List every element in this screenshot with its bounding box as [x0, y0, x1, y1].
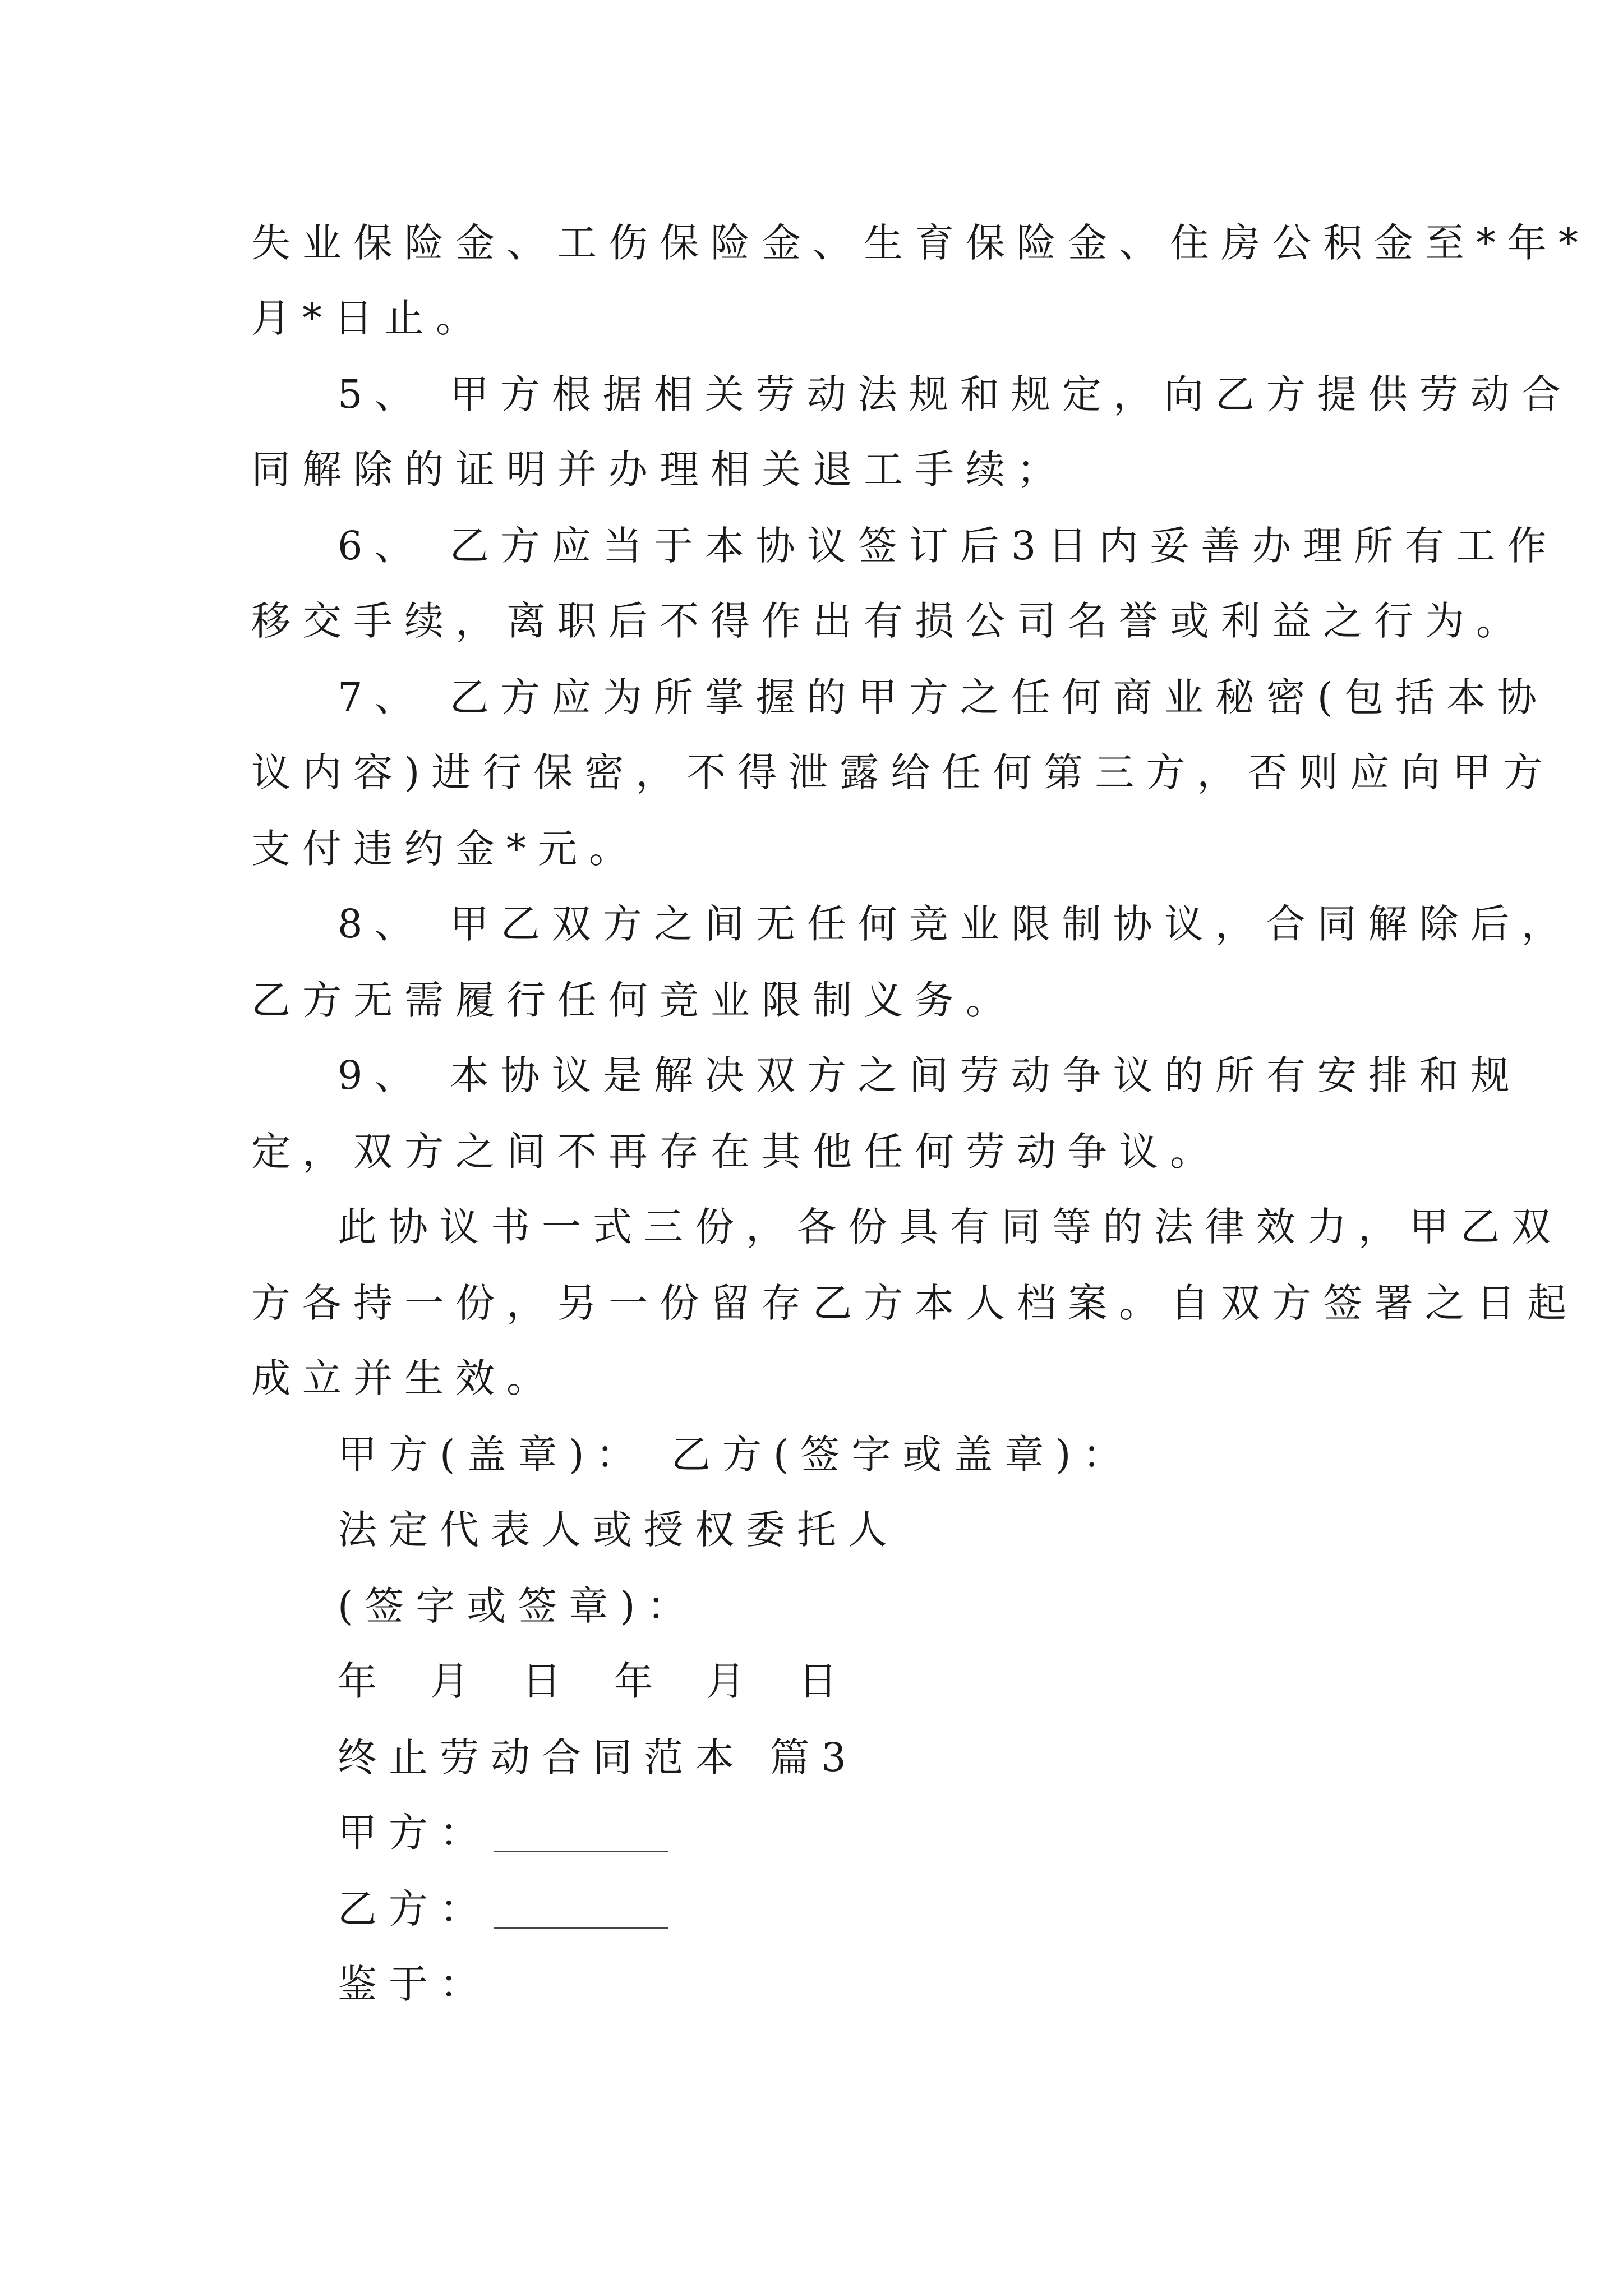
clause-6-line-1: 6、 乙方应当于本协议签订后3日内妥善办理所有工作: [338, 523, 1559, 569]
clause-9-line-1: 9、 本协议是解决双方之间劳动争议的所有安排和规: [338, 1052, 1521, 1098]
signature-note: (签字或签章)：: [338, 1583, 698, 1629]
party-b-row: [338, 1886, 668, 1932]
party-b-label: 乙方：: [338, 1886, 491, 1932]
section-title: 终止劳动合同范本 篇3: [338, 1734, 858, 1780]
party-a-blank: [494, 1817, 668, 1852]
clause-7-line-3: 支付违约金*元。: [251, 826, 640, 872]
clause-7-line-2: 议内容)进行保密，不得泄露给任何第三方，否则应向甲方: [251, 749, 1555, 795]
clause-5-line-2: 同解除的证明并办理相关退工手续；: [251, 447, 1068, 493]
party-b-blank: [494, 1893, 668, 1929]
paragraph-4-continuation-line-1: 失业保险金、工伤保险金、生育保险金、住房公积金至*年*: [251, 220, 1590, 266]
party-a-row: [338, 1810, 668, 1856]
clause-6-line-2: 移交手续，离职后不得作出有损公司名誉或利益之行为。: [251, 598, 1527, 644]
clause-5-line-1: 5、 甲方根据相关劳动法规和规定，向乙方提供劳动合: [338, 371, 1573, 417]
closing-paragraph-line-1: 此协议书一式三份，各份具有同等的法律效力，甲乙双: [338, 1204, 1562, 1250]
whereas-label: 鉴于：: [338, 1961, 491, 2007]
signature-dates: 年 月 日 年 月 日: [338, 1658, 850, 1704]
paragraph-4-continuation-line-2: 月*日止。: [251, 295, 487, 341]
closing-paragraph-line-2: 方各持一份，另一份留存乙方本人档案。自双方签署之日起: [251, 1280, 1578, 1326]
clause-9-line-2: 定，双方之间不再存在其他任何劳动争议。: [251, 1129, 1221, 1175]
signature-parties: 甲方(盖章)： 乙方(签字或盖章)：: [338, 1432, 1134, 1478]
signature-representative: 法定代表人或授权委托人: [338, 1507, 899, 1553]
party-a-label: 甲方：: [338, 1810, 491, 1856]
clause-7-line-1: 7、 乙方应为所掌握的甲方之任何商业秘密(包括本协: [338, 674, 1549, 720]
closing-paragraph-line-3: 成立并生效。: [251, 1355, 557, 1401]
clause-8-line-1: 8、 甲乙双方之间无任何竞业限制协议，合同解除后，: [338, 901, 1573, 947]
clause-8-line-2: 乙方无需履行任何竞业限制义务。: [251, 977, 1017, 1023]
